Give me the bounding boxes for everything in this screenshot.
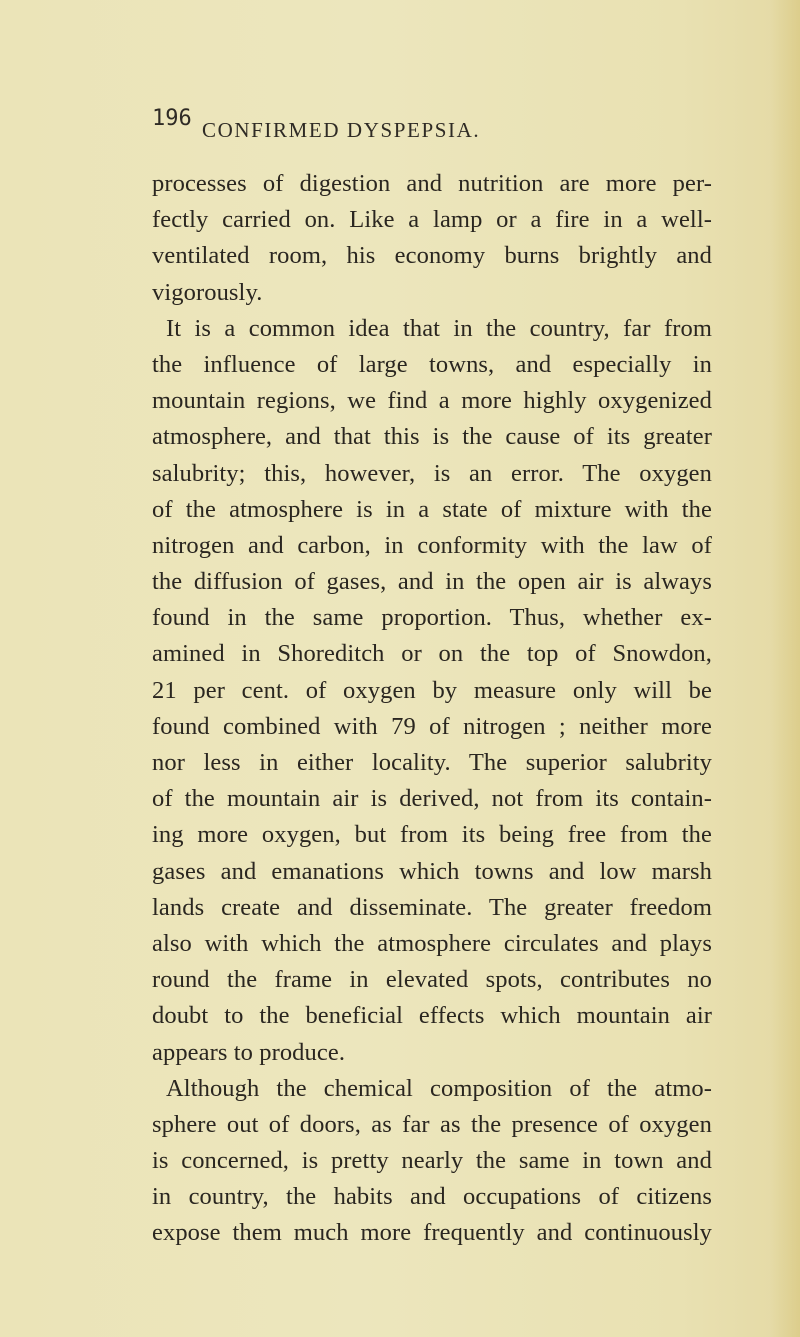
text-line: also with which the atmosphere circulates and plays bbox=[152, 929, 712, 957]
text-line: sphere out of doors, as far as the presence of oxygen bbox=[152, 1110, 712, 1138]
text-line: atmosphere, and that this is the cause of its greater bbox=[152, 423, 712, 451]
text-line: ventilated room, his economy burns brightly and bbox=[152, 242, 712, 270]
text-line: lands create and disseminate. The greater freedom bbox=[152, 893, 712, 921]
text-line: the influence of large towns, and especially in bbox=[152, 350, 712, 378]
text-line: 21 per cent. of oxygen by measure only will be bbox=[152, 676, 712, 704]
text-line: doubt to the beneficial effects which mountain air bbox=[152, 1002, 712, 1030]
text-line: the diffusion of gases, and in the open air is always bbox=[152, 568, 712, 596]
text-line: vigorously. bbox=[152, 278, 263, 306]
text-line: Although the chemical composition of the atmo- bbox=[166, 1074, 712, 1102]
text-line: salubrity; this, however, is an error. The oxygen bbox=[152, 459, 712, 487]
text-line: in country, the habits and occupations of citizens bbox=[152, 1183, 712, 1211]
text-line: nor less in either locality. The superior salubrity bbox=[152, 749, 712, 776]
text-line: amined in Shoreditch or on the top of Snowdon, bbox=[152, 640, 712, 668]
text-line: round the frame in elevated spots, contributes no bbox=[152, 966, 712, 994]
page-edge-shadow bbox=[770, 0, 800, 1337]
text-line: appears to produce. bbox=[152, 1038, 346, 1066]
text-line: ing more oxygen, but from its being free from the bbox=[152, 821, 712, 849]
page-number: 196 bbox=[152, 106, 192, 131]
text-line: mountain regions, we find a more highly oxygenized bbox=[152, 387, 712, 415]
text-line: found in the same proportion. Thus, whether ex- bbox=[152, 604, 712, 632]
body-text bbox=[152, 166, 712, 1252]
text-line: gases and emanations which towns and low marsh bbox=[152, 857, 712, 885]
text-line: fectly carried on. Like a lamp or a fire in a well- bbox=[152, 206, 712, 234]
text-line: It is a common idea that in the country, far from bbox=[166, 314, 712, 342]
text-line: is concerned, is pretty nearly the same in town and bbox=[152, 1147, 712, 1175]
text-line: expose them much more frequently and continuously bbox=[152, 1219, 712, 1247]
text-line: of the atmosphere is in a state of mixture with the bbox=[152, 495, 712, 523]
text-line: found combined with 79 of nitrogen ; neither more bbox=[152, 712, 712, 740]
text-line: nitrogen and carbon, in conformity with the law of bbox=[152, 531, 712, 559]
running-head: CONFIRMED DYSPEPSIA. bbox=[202, 118, 481, 142]
text-line: of the mountain air is derived, not from its contain- bbox=[152, 785, 712, 813]
text-line: processes of digestion and nutrition are more per- bbox=[152, 170, 712, 197]
page-header bbox=[128, 106, 688, 156]
